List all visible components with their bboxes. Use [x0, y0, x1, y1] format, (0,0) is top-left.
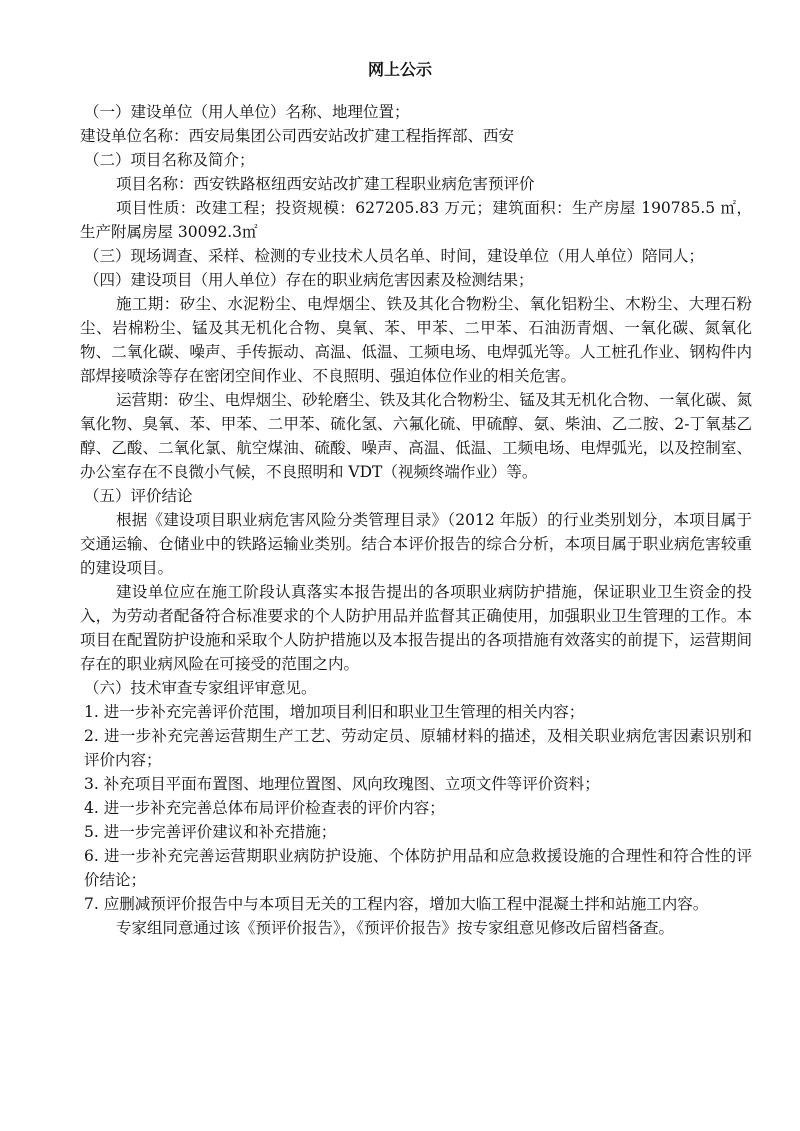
conclusion-paragraph-1: 根据《建设项目职业病危害风险分类管理目录》（2012 年版）的行业类别划分，本项目属于交通运输、仓储业中的铁路运输业类别。结合本评价报告的综合分析，本项目属于职业病危害较重的建设项目。: [80, 511, 752, 577]
review-item-7: 7. 应删减预评价报告中与本项目无关的工程内容，增加大临工程中混凝土拌和站施工内容。: [84, 895, 709, 913]
section-6-heading: （六）技术审查专家组评审意见。: [84, 679, 317, 697]
section-2-heading: （二）项目名称及简介；: [84, 151, 255, 169]
review-item-3: 3. 补充项目平面布置图、地理位置图、风向玫瑰图、立项文件等评价资料；: [84, 775, 600, 793]
construction-hazards: 施工期：矽尘、水泥粉尘、电焊烟尘、铁及其化合物粉尘、氧化铝粉尘、木粉尘、大理石粉尘、岩棉粉尘、锰及其无机化合物、臭氧、苯、甲苯、二甲苯、石油沥青烟、一氧化碳、氮氧化物、二氧化碳、噪声、手传振动、高温、低温、工频电场、电焊弧光等。人工桩孔作业、钢构件内部焊接喷涂等存在密闭空间作业、不良照明、强迫体位作业的相关危害。: [80, 295, 752, 385]
review-item-5: 5. 进一步完善评价建议和补充措施；: [84, 823, 337, 841]
review-item-2: 2. 进一步补充完善运营期生产工艺、劳动定员、原辅材料的描述，及相关职业病危害因素识别和评价内容；: [84, 727, 752, 769]
document-body: [80, 100, 752, 940]
section-1-text: 建设单位名称：西安局集团公司西安站改扩建工程指挥部、西安: [80, 127, 515, 145]
section-1-heading: （一）建设单位（用人单位）名称、地理位置；: [84, 103, 410, 121]
review-item-6: 6. 进一步补充完善运营期职业病防护设施、个体防护用品和应急救援设施的合理性和符合性的评价结论；: [84, 847, 752, 889]
operation-hazards: 运营期：矽尘、电焊烟尘、砂轮磨尘、铁及其化合物粉尘、锰及其无机化合物、一氧化碳、氮氧化物、臭氧、苯、甲苯、二甲苯、硫化氢、六氟化硫、甲硫醇、氨、柴油、乙二胺、2-丁氧基乙醇、乙酸、二氧化氯、航空煤油、硫酸、噪声、高温、低温、工频电场、电焊弧光，以及控制室、办公室存在不良微小气候，不良照明和 VDT（视频终端作业）等。: [80, 391, 752, 481]
conclusion-paragraph-2: 建设单位应在施工阶段认真落实本报告提出的各项职业病防护措施，保证职业卫生资金的投入，为劳动者配备符合标准要求的个人防护用品并监督其正确使用，加强职业卫生管理的工作。本项目在配置防护设施和采取个人防护措施以及本报告提出的各项措施有效落实的前提下，运营期间存在的职业病风险在可接受的范围之内。: [80, 583, 752, 673]
section-3-heading: （三）现场调查、采样、检测的专业技术人员名单、时间，建设单位（用人单位）陪同人；: [84, 247, 705, 265]
project-name: 项目名称：西安铁路枢纽西安站改扩建工程职业病危害预评价: [116, 175, 535, 193]
page-title: 网上公示: [367, 60, 432, 79]
project-nature: 项目性质：改建工程；投资规模：627205.83 万元；建筑面积：生产房屋 190785.5 ㎡，生产附属房屋 30092.3㎡: [80, 199, 752, 241]
expert-closing: 专家组同意通过该《预评价报告》，《预评价报告》按专家组意见修改后留档备查。: [116, 919, 675, 937]
review-item-1: 1. 进一步补充完善评价范围，增加项目利旧和职业卫生管理的相关内容；: [84, 703, 585, 721]
section-5-heading: （五）评价结论: [84, 487, 193, 505]
review-item-4: 4. 进一步补充完善总体布局评价检查表的评价内容；: [84, 799, 445, 817]
section-4-heading: （四）建设项目（用人单位）存在的职业病危害因素及检测结果；: [84, 271, 534, 289]
